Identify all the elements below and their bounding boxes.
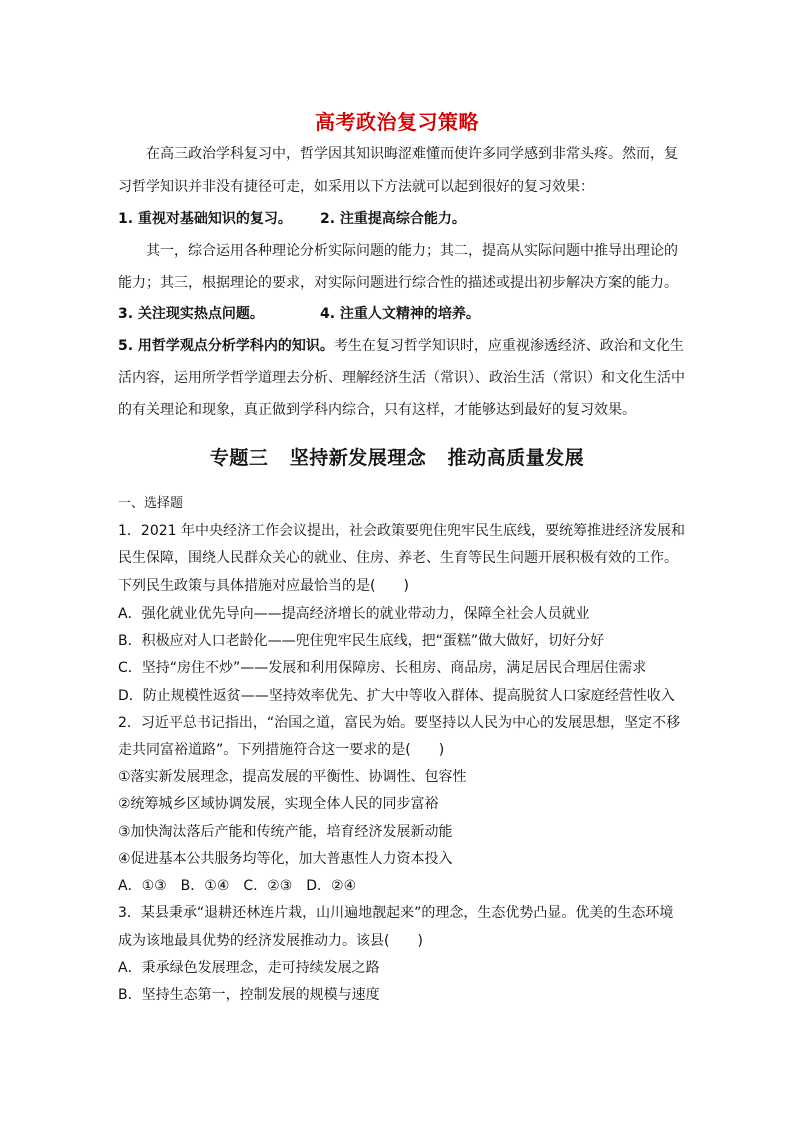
- q2-item-2: ②统筹城乡区域协调发展，实现全体人民的同步富裕: [118, 796, 439, 812]
- point-5-line-3: 的有关理论和现象，真正做到学科内综合，只有这样，才能够达到最好的复习效果。: [118, 402, 636, 418]
- q1-line-3: 下列民生政策与具体措施对应最恰当的是( ): [118, 578, 409, 594]
- q2-item-1: ①落实新发展理念，提高发展的平衡性、协调性、包容性: [118, 769, 467, 785]
- ability-line-2: 能力；其三，根据理论的要求，对实际问题进行综合性的描述或提出初步解决方案的能力。: [118, 275, 678, 291]
- topic-part-1: 专题三: [209, 447, 269, 469]
- q2-line-2: 走共同富裕道路”。下列措施符合这一要求的是( ): [118, 742, 445, 758]
- point-5-text: 考生在复习哲学知识时，应重视渗透经济、政治和文化生: [333, 338, 684, 354]
- point-5-line-2: 活内容，运用所学哲学道理去分析、理解经济生活（常识）、政治生活（常识）和文化生活中: [118, 370, 685, 386]
- intro-line-1: 在高三政治学科复习中，哲学因其知识晦涩难懂而使许多同学感到非常头疼。然而，复: [146, 146, 678, 162]
- q2-choices: A．①③ B．①④ C．②③ D．②④: [118, 878, 357, 894]
- intro-line-2: 习哲学知识并非没有捷径可走，如采用以下方法就可以起到很好的复习效果：: [118, 179, 594, 195]
- point-4: 4. 注重人文精神的培养。: [320, 306, 480, 322]
- q1-option-a: A．强化就业优先导向——提高经济增长的就业带动力，保障全社会人员就业: [118, 606, 590, 622]
- q2-item-4: ④促进基本公共服务均等化，加大普惠性人力资本投入: [118, 851, 453, 867]
- point-1: 1. 重视对基础知识的复习。: [118, 211, 292, 227]
- topic-title: [0, 443, 794, 470]
- q1-line-2: 民生保障，围绕人民群众关心的就业、住房、养老、生育等民生问题开展积极有效的工作。: [118, 550, 678, 566]
- point-5-line-1: [118, 336, 684, 356]
- point-5-heading: 5. 用哲学观点分析学科内的知识。: [118, 338, 334, 354]
- q1-option-b: B．积极应对人口老龄化——兜住兜牢民生底线，把“蛋糕”做大做好，切好分好: [118, 633, 605, 649]
- section-label: 一、选择题: [118, 496, 184, 511]
- topic-part-2: 坚持新发展理念: [289, 447, 427, 469]
- point-3: 3. 关注现实热点问题。: [118, 306, 264, 322]
- q1-line-1: 1．2021 年中央经济工作会议提出，社会政策要兜住兜牢民生底线，要统筹推进经济发展和: [118, 523, 685, 539]
- q3-option-b: B．坚持生态第一，控制发展的规模与速度: [118, 987, 380, 1003]
- q2-item-3: ③加快淘汰落后产能和传统产能，培育经济发展新动能: [118, 824, 453, 840]
- q3-line-2: 成为该地最具优势的经济发展推动力。该县( ): [118, 933, 423, 949]
- q1-option-d: D．防止规模性返贫——坚持效率优先、扩大中等收入群体、提高脱贫人口家庭经营性收入: [118, 688, 675, 704]
- topic-part-3: 推动高质量发展: [447, 447, 585, 469]
- ability-line-1: 其一，综合运用各种理论分析实际问题的能力；其二，提高从实际问题中推导出理论的: [146, 243, 678, 259]
- q3-option-a: A．秉承绿色发展理念，走可持续发展之路: [118, 960, 380, 976]
- q3-line-1: 3．某县秉承“退耕还林连片栽，山川遍地靓起来”的理念，生态优势凸显。优美的生态环境: [118, 905, 674, 921]
- strategy-title: 高考政治复习策略: [315, 110, 479, 134]
- point-2: 2. 注重提高综合能力。: [320, 211, 466, 227]
- q1-option-c: C．坚持“房住不炒”——发展和利用保障房、长租房、商品房，满足居民合理居住需求: [118, 660, 647, 676]
- q2-line-1: 2．习近平总书记指出，“治国之道，富民为始。要坚持以人民为中心的发展思想，坚定不移: [118, 715, 681, 731]
